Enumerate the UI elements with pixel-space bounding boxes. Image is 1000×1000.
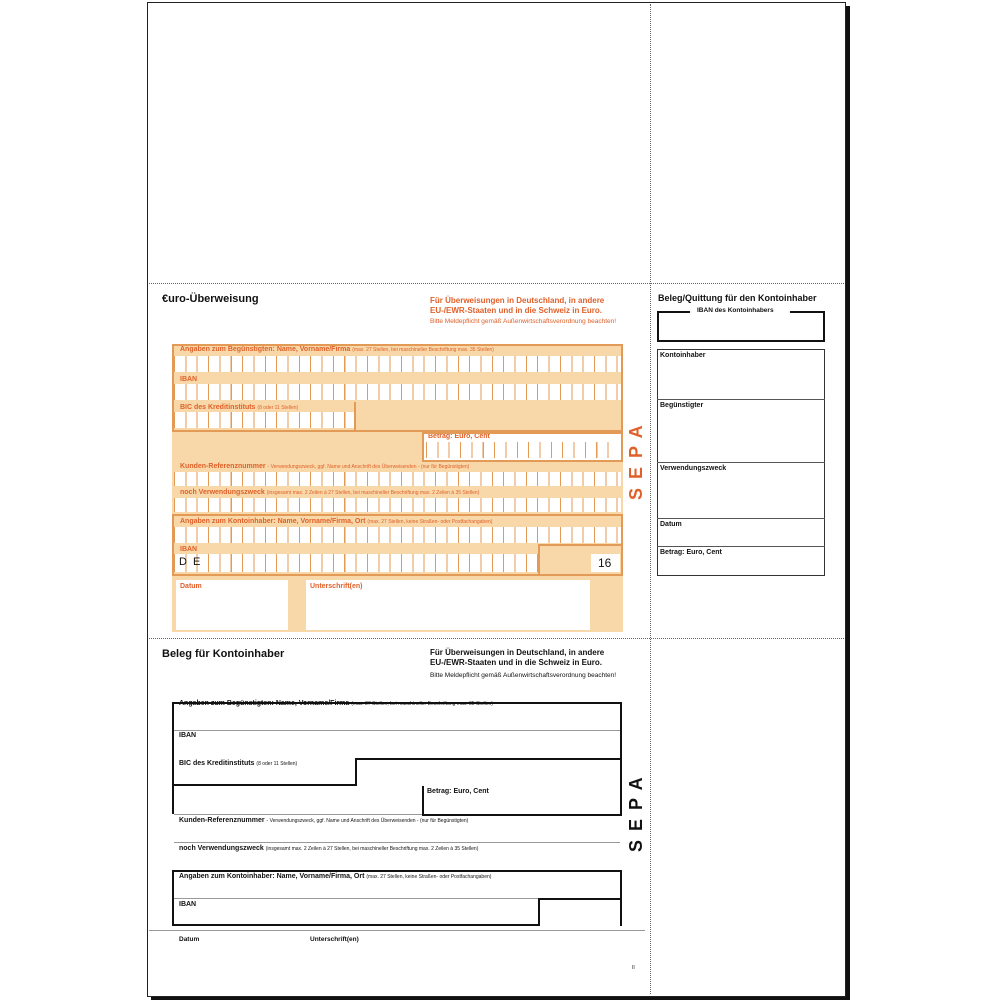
- receipt-title: Beleg/Quittung für den Kontoinhaber: [658, 293, 817, 303]
- copy-holder-label: Angaben zum Kontoinhaber: Name, Vorname/Firma, Ort (max. 27 Stellen, keine Straßen- oder Postfachangaben): [179, 873, 492, 880]
- form-purpose2-field[interactable]: [174, 498, 621, 512]
- form-iban-label: IBAN: [180, 376, 198, 383]
- receipt-date-label: Datum: [660, 521, 682, 528]
- copy-iban-label: IBAN: [179, 732, 197, 739]
- top-perforation: [149, 283, 844, 284]
- form-bic-label: BIC des Kreditinstituts (8 oder 11 Stellen): [180, 404, 299, 411]
- form-holder-iban-label: IBAN: [180, 546, 198, 553]
- form-iban-prefix-e: E: [193, 556, 201, 568]
- form-sepa-mark: SEPA: [626, 416, 646, 500]
- copy-reference-label: Kunden-Referenznummer - Verwendungszweck, ggf. Name und Anschrift des Überweisenden - (nur für Begünstigten): [179, 817, 469, 824]
- receipt-amount-label: Betrag: Euro, Cent: [660, 549, 722, 556]
- receipt-purpose-label: Verwendungszweck: [660, 465, 727, 472]
- form-iban-prefix-d: D: [179, 556, 187, 568]
- copy-notice-1: Für Überweisungen in Deutschland, in andere: [430, 648, 605, 657]
- form-notice-3: Bitte Meldepflicht gemäß Außenwirtschaftsverordnung beachten!: [430, 318, 617, 325]
- copy-holder-iban-label: IBAN: [179, 901, 197, 908]
- form-reference-field[interactable]: [174, 472, 621, 486]
- form-amount-label: Betrag: Euro, Cent: [428, 433, 490, 440]
- receipt-beneficiary-label: Begünstigter: [660, 402, 704, 409]
- copy-title: Beleg für Kontoinhaber: [162, 648, 285, 660]
- form-title: €uro-Überweisung: [162, 293, 259, 305]
- form-reference-label: Kunden-Referenznummer - Verwendungszweck, ggf. Name und Anschrift des Überweisenden - (nur für Begünstigten): [180, 463, 470, 470]
- receipt-holder-label: Kontoinhaber: [660, 352, 706, 359]
- copy-notice-2: EU-/EWR-Staaten und in die Schweiz in Euro.: [430, 658, 603, 667]
- form-notice-2: EU-/EWR-Staaten und in die Schweiz in Euro.: [430, 306, 603, 315]
- copy-bic-label: BIC des Kreditinstituts (8 oder 11 Stellen): [179, 760, 298, 767]
- form-code: 16: [598, 556, 612, 570]
- copy-amount-label: Betrag: Euro, Cent: [427, 788, 489, 795]
- copy-date-label: Datum: [179, 936, 200, 943]
- form-purpose2-label: noch Verwendungszweck (insgesamt max. 2 Zeilen à 27 Stellen, bei maschineller Beschriftung max. 2 Zeilen à 35 Stellen): [180, 489, 480, 496]
- form-signature-label: Unterschrift(en): [310, 583, 363, 590]
- form-notice-1: Für Überweisungen in Deutschland, in andere: [430, 296, 605, 305]
- form-date-label: Datum: [180, 583, 202, 590]
- copy-beneficiary-label: Angaben zum Begünstigten: Name, Vorname/Firma (max. 27 Stellen, bei maschineller Beschriftung max. 35 Stellen): [179, 700, 493, 707]
- copy-notice-3: Bitte Meldepflicht gemäß Außenwirtschaftsverordnung beachten!: [430, 672, 617, 679]
- middle-perforation: [149, 638, 844, 639]
- copy-purpose2-label: noch Verwendungszweck (insgesamt max. 2 Zeilen à 27 Stellen, bei maschineller Beschriftung max. 2 Zeilen à 35 Stellen): [179, 845, 479, 852]
- form-holder-label: Angaben zum Kontoinhaber: Name, Vorname/Firma, Ort (max. 27 Stellen, keine Straßen- oder Postfachangaben): [180, 518, 493, 525]
- receipt-iban-label: IBAN des Kontoinhabers: [697, 307, 774, 314]
- copy-signature-label: Unterschrift(en): [310, 936, 359, 943]
- form-beneficiary-label: Angaben zum Begünstigten: Name, Vorname/Firma (max. 27 Stellen, bei maschineller Beschriftung max. 35 Stellen): [180, 346, 494, 353]
- copy-sepa-mark: SEPA: [626, 768, 646, 852]
- vertical-perforation: [650, 4, 651, 994]
- copy-footer-mark: II: [632, 965, 635, 971]
